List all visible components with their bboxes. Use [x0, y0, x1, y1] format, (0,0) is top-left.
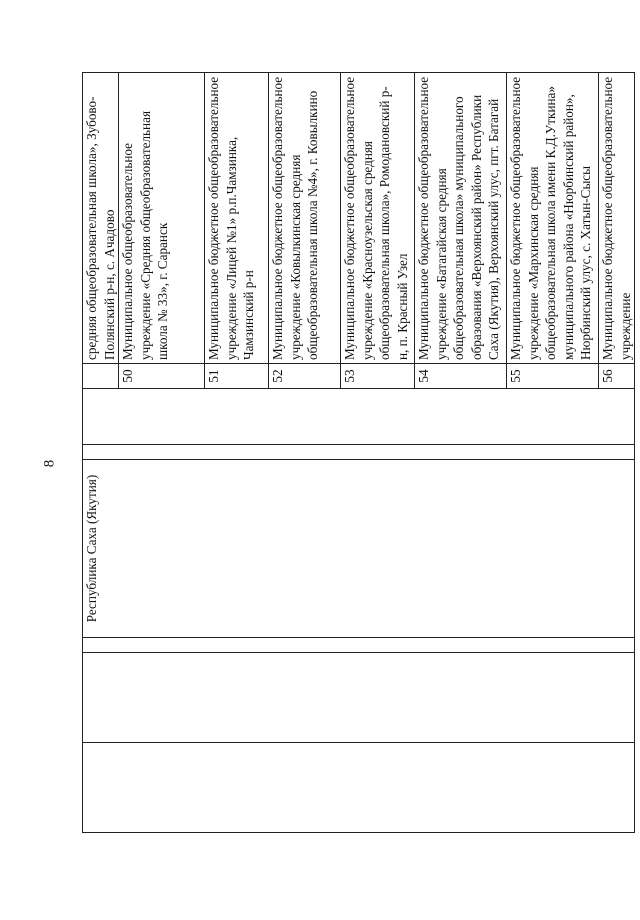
row-number: 53 [341, 364, 415, 389]
col-empty-1 [83, 743, 635, 833]
col-empty-5 [83, 445, 635, 460]
row-number: 51 [205, 364, 269, 389]
table-row [83, 73, 119, 833]
row-number: 50 [119, 364, 205, 389]
institution-name: Муниципальное бюджетное общеобразовательное учреждение «Лицей №1» р.п.Чамзинка, Чамзинский р-н [205, 73, 269, 364]
institution-name: Муниципальное общеобразовательное учреждение «Средняя общеобразовательная школа № 33», г. Саранск [119, 73, 205, 364]
institution-name: Муниципальное бюджетное общеобразовательное учреждение «Мархинская средняя общеобразовательная школа имени К.Д.Уткина» муниципального района «Нюрбинский район», Нюрбинский улус, с. Хатын-Сысы [507, 73, 599, 364]
row-number: 56 [599, 364, 635, 389]
row-number: 55 [507, 364, 599, 389]
region-cell: Республика Саха (Якутия) [83, 460, 635, 638]
registry-table [82, 72, 635, 833]
col-empty-2 [83, 653, 635, 743]
col-empty-6 [83, 389, 635, 445]
page-number: 8 [41, 459, 58, 468]
rotated-table-wrapper [82, 73, 633, 833]
institution-name: Муниципальное бюджетное общеобразовательное учреждение «Батагайская средняя общеобразовательная школа» муниципального образования «Верхоянский район» Республики Саха (Якутия), Верхоянский улус, пгт. Батагай [415, 73, 507, 364]
row-number [83, 364, 119, 389]
col-empty-3 [83, 638, 635, 653]
row-number: 54 [415, 364, 507, 389]
institution-name: Муниципальное бюджетное общеобразовательное учреждение [599, 73, 635, 364]
institution-name: средняя общеобразовательная школа», Зубово-Полянский р-н, с. Ачадово [83, 73, 119, 364]
row-number: 52 [269, 364, 341, 389]
institution-name: Муниципальное бюджетное общеобразовательное учреждение «Ковылкинская средняя общеобразовательная школа №4», г. Ковылкино [269, 73, 341, 364]
institution-name: Муниципальное бюджетное общеобразовательное учреждение «Красноузельская средняя общеобразовательная школа», Ромодановский р-н, п. Красный Узел [341, 73, 415, 364]
